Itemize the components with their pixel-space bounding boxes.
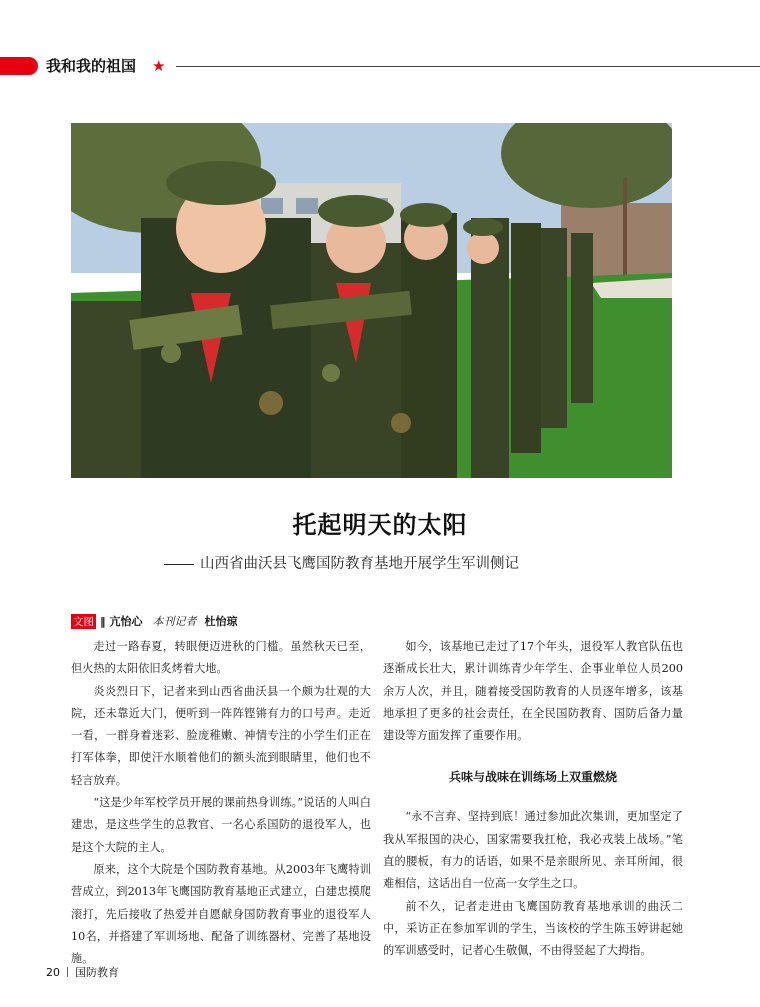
byline-reporter: 杜怡琼 [204,615,238,628]
paragraph: 前不久，记者走进由飞鹰国防教育基地承训的曲沃二中，采访正在参加军训的学生，当该校的学生陈玉婷讲起她的军训感受时，记者心生敬佩，不由得竖起了大拇指。 [383,899,683,958]
article-title: 托起明天的太阳 [292,511,468,539]
paragraph: “永不言弃、坚持到底！通过参加此次集训，更加坚定了我从军报国的决心，国家需要我扛枪，我必戎装上战场。”笔直的腰板，有力的话语，如果不是亲眼所见、亲耳所闻，很难相信，这话出自一位高一女学生之口。 [383,810,683,891]
section-red-tab [0,57,38,75]
byline-tag: 文图 [73,616,94,628]
byline-role: 本刊记者 [152,615,197,628]
footer-separator [67,967,68,977]
page-footer [46,964,119,980]
byline-bars: ‖ [100,615,106,628]
paragraph: “这是少年军校学员开展的课前热身训练。”说话的人叫白建忠，是这些学生的总教官、一名心系国防的退役军人，也是这个大院的主人。 [71,796,371,854]
photo-illustration [71,123,672,478]
paragraph: 如今，该基地已走过了17个年头，退役军人教官队伍也逐渐成长壮大，累计训练青少年学生、企事业单位人员200余万人次，并且，随着接受国防教育的人员逐年增多，该基地承担了更多的社会责任，在全民国防教育、国防后备力量建设等方面发挥了重要作用。 [383,640,683,743]
byline [71,613,238,629]
subtitle-dash [164,564,194,565]
left-column [71,636,371,970]
paragraph: 走过一路春夏，转眼便迈进秋的门槛。虽然秋天已至，但火热的太阳依旧炙烤着大地。 [71,640,371,676]
magazine-name: 国防教育 [75,966,119,979]
section-header [0,55,760,79]
paragraph: 原来，这个大院是个国防教育基地。从2003年飞鹰特训营成立，到2013年飞鹰国防教育基地正式建立，白建忠摸爬滚打，先后接收了热爱并自愿献身国防教育事业的退役军人10名，并搭建了军训场地、配备了训练器材、完善了基地设施。 [71,862,371,966]
article-photo [71,123,672,478]
byline-author: 亢怡心 [109,615,143,628]
star-icon: ★ [152,57,166,75]
page-number: 20 [46,966,60,979]
header-rule [176,66,760,67]
section-title: 我和我的祖国 [46,57,137,75]
article-subtitle [164,552,724,573]
article-subtitle-text: 山西省曲沃县飞鹰国防教育基地开展学生军训侧记 [200,556,519,572]
right-column [383,636,683,963]
section-heading: 兵味与战味在训练场上双重燃烧 [448,770,617,785]
paragraph: 炎炎烈日下，记者来到山西省曲沃县一个颇为壮观的大院，还未靠近大门，便听到一阵阵铿锵有力的口号声。走近一看，一群身着迷彩、脸庞稚嫩、神情专注的小学生们正在打军体拳，即使汗水顺着他们的额头流到眼睛里，他们也不轻言放弃。 [71,684,371,787]
